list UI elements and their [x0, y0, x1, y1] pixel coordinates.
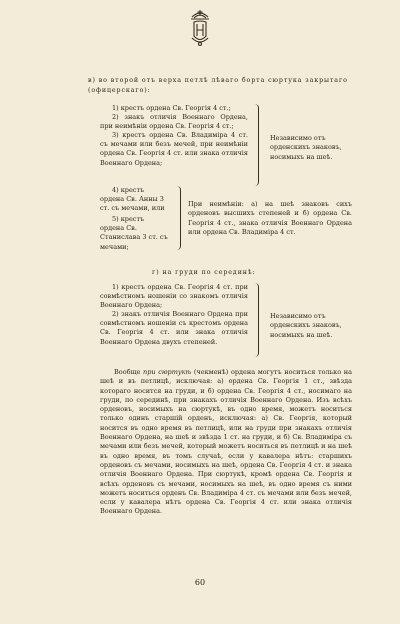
imperial-monogram-icon	[182, 8, 218, 48]
paragraph-lead: Вообще	[114, 368, 144, 376]
main-paragraph	[100, 368, 352, 517]
list-item: 3) крестъ ордена Св. Владиміра 4 ст. съ мечами или безъ мечей, при неимѣніи ордена Св. Георгія 4 ст. или знака отличія Военнаго Ордена;	[100, 131, 248, 167]
list-item: 2) знакъ отличія Военнаго Ордена при совмѣстномъ ношеніи съ крестомъ ордена Св. Георгія 4 ст. или знака отличія Военнаго Ордена двухъ степеней.	[100, 310, 248, 346]
brace-divider	[252, 104, 259, 186]
side-note-v2: При неимѣніи: а) на шеѣ знаковъ сихъ орденовъ высшихъ степеней и б) ордена Св. Георгія 4 ст., знака отличія Военнаго Ордена или ордена Св. Владиміра 4 ст.	[188, 200, 352, 236]
item-list-g	[100, 283, 248, 347]
paragraph-emphasis: при сюртукѣ	[143, 368, 192, 376]
section-heading-g: г) на груди по серединѣ:	[152, 269, 256, 276]
paragraph-body: (чекменѣ) ордена могутъ носиться только на шеѣ и въ петлицѣ, исключая: а) ордена Св. Георгія 1 ст., звѣзда котораго носится на груди, и б) ордена Св. Георгія 4 ст., носимаго на груди, по серединѣ, при знакахъ отличія Военнаго Ордена. Изъ всѣхъ орденовъ, носимыхъ на сюртукѣ, въ одно время, можетъ носиться только одинъ старшій орденъ, исключая: а) Св. Георгія, который носится въ одно время въ петлицѣ, или на груди при знакахъ отличія Военнаго Ордена, на шеѣ и звѣзда 1 ст. на груди, и б) Св. Владиміра съ мечами или безъ мечей, который можетъ носиться въ петлицѣ и на шеѣ въ одно время, въ томъ случаѣ, если у кавалера нѣтъ: старшихъ орденовъ съ мечами, носимыхъ на шеѣ, ордена Св. Георгія 4 ст. и знака отличія Военнаго Ордена. При сюртукѣ, кромѣ ордена Св. Георгія и всѣхъ орденовъ съ мечами, носимыхъ на шеѣ, въ одно время съ ними можетъ носиться орденъ Св. Владиміра 4 ст. съ мечами или безъ мечей, если у кавалера нѣтъ ордена Св. Георгія 4 ст. или знака отличія Военнаго Ордена.	[100, 368, 352, 516]
list-item: 1) крестъ ордена Св. Георгія 4 ст.;	[112, 104, 231, 112]
side-note-g: Независимо отъ орденскихъ знаковъ, носимыхъ на шеѣ.	[270, 312, 342, 339]
section-heading-v: в) во второй отъ верха петлѣ лѣваго борта сюртука закрытаго (офицерскаго):	[88, 77, 348, 94]
item-list-v2	[100, 186, 170, 252]
list-item: 1) крестъ ордена Св. Георгія 4 ст. при совмѣстномъ ношеніи со знакомъ отличія Военнаго Ордена;	[100, 283, 248, 310]
list-item: 4) крестъ ордена Св. Анны 3 ст. съ мечами, или	[100, 186, 165, 213]
page-number: 60	[194, 578, 206, 587]
list-item: 2) знакъ отличія Военнаго Ордена, при неимѣніи ордена Св. Георгія 4 ст.;	[100, 113, 248, 131]
item-list-v	[100, 104, 248, 168]
list-item: 5) крестъ ордена Св. Станислава 3 ст. съ мечами;	[100, 215, 168, 251]
brace-divider	[174, 186, 181, 250]
side-note-v: Независимо отъ орденскихъ знаковъ, носимыхъ на шеѣ.	[270, 134, 342, 161]
brace-divider	[252, 283, 259, 357]
